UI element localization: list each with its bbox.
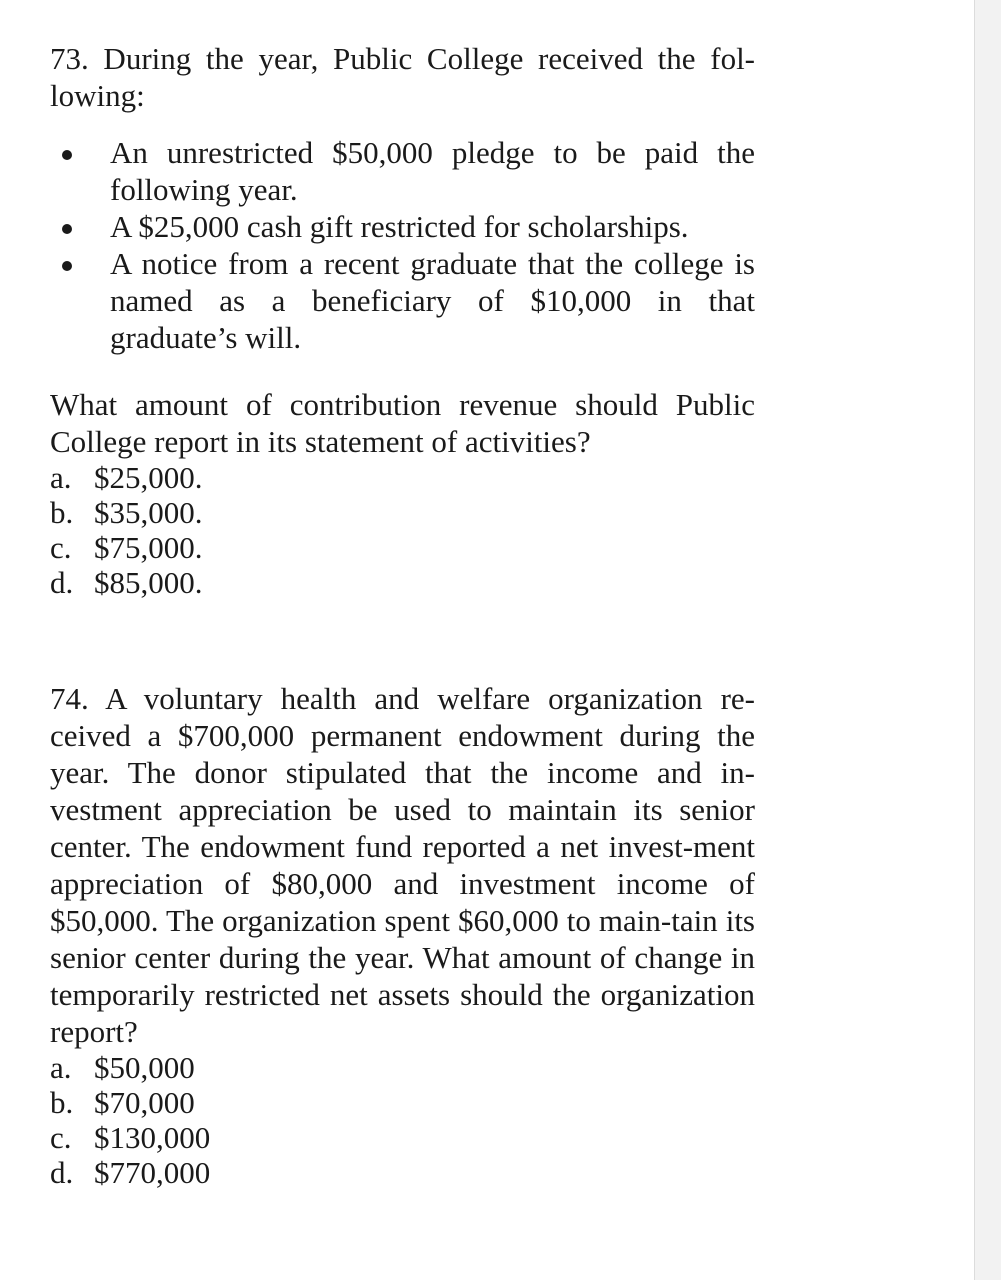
answer-choice-c [50, 530, 755, 565]
bullet-text: An unrestricted $50,000 pledge to be paid the following year. [110, 135, 755, 207]
answer-choice-d [50, 1155, 755, 1190]
answer-choice-d [50, 565, 755, 600]
document-column [50, 40, 755, 1190]
question-74-stem: 74. A voluntary health and welfare organization re-ceived a $700,000 permanent endowment during the year. The donor stipulated that the income and in-vestment appreciation be used to maintain its senior center. The endowment fund reported a net invest-ment appreciation of $80,000 and investment income of $50,000. The organization spent $60,000 to main-tain its senior center during the year. What amount of change in temporarily restricted net assets should the organization report? [50, 681, 755, 1049]
choice-text: $85,000. [94, 565, 203, 600]
question-73-stem: 73. During the year, Public College received the fol-lowing: [50, 41, 755, 113]
choice-text: $770,000 [94, 1155, 211, 1190]
choice-letter: b. [50, 1085, 74, 1120]
question-73 [50, 40, 755, 600]
choice-text: $35,000. [94, 495, 203, 530]
choice-letter: c. [50, 1120, 72, 1155]
bullet-icon [62, 261, 72, 271]
page-edge [974, 0, 1001, 1280]
question-73-prompt: What amount of contribution revenue should Public College report in its statement of activities? [50, 387, 755, 459]
choice-text: $25,000. [94, 460, 203, 495]
bullet-icon [62, 150, 72, 160]
answer-choice-a [50, 1050, 755, 1085]
choice-letter: d. [50, 1155, 74, 1190]
choice-text: $50,000 [94, 1050, 195, 1085]
answer-choice-b [50, 1085, 755, 1120]
question-73-choices [50, 460, 755, 600]
question-74 [50, 680, 755, 1190]
bullet-item [50, 134, 755, 208]
bullet-item [50, 208, 755, 245]
answer-choice-a [50, 460, 755, 495]
bullet-text: A $25,000 cash gift restricted for scholarships. [110, 209, 689, 244]
answer-choice-c [50, 1120, 755, 1155]
choice-text: $75,000. [94, 530, 203, 565]
bullet-item [50, 245, 755, 356]
bullet-icon [62, 224, 72, 234]
choice-letter: d. [50, 565, 74, 600]
answer-choice-b [50, 495, 755, 530]
choice-letter: b. [50, 495, 74, 530]
bullet-text: A notice from a recent graduate that the college is named as a beneficiary of $10,000 in that graduate’s will. [110, 246, 755, 355]
choice-text: $130,000 [94, 1120, 211, 1155]
choice-letter: a. [50, 1050, 72, 1085]
choice-letter: c. [50, 530, 72, 565]
choice-text: $70,000 [94, 1085, 195, 1120]
question-73-items [50, 134, 755, 356]
choice-letter: a. [50, 460, 72, 495]
question-74-choices [50, 1050, 755, 1190]
